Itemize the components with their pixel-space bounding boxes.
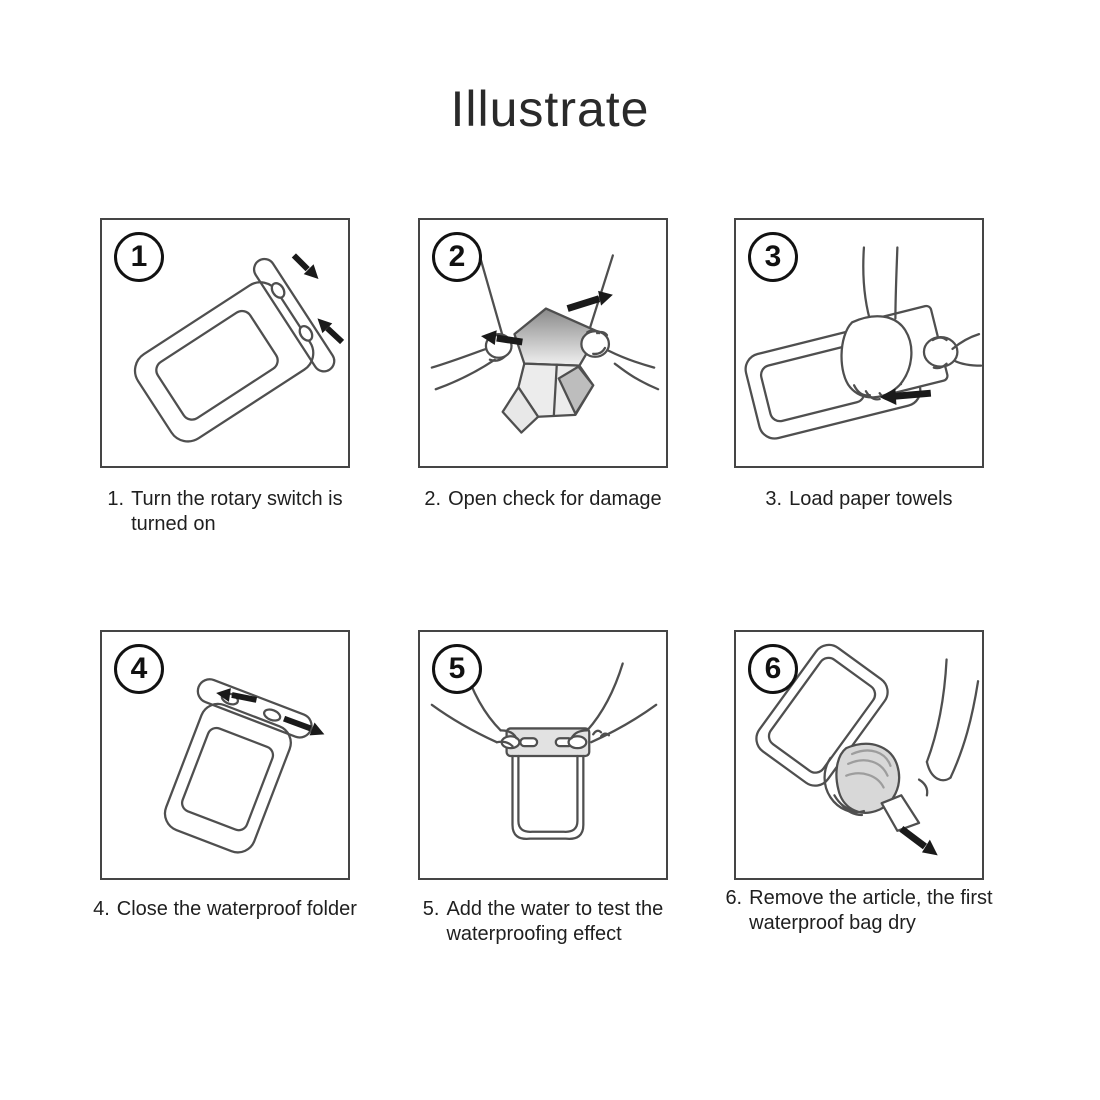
step-4-panel [100,630,350,880]
step-5-caption: 5. Add the water to test the waterproofing effect [422,898,664,945]
step-3-caption-number: 3. [765,488,783,510]
step-6-caption-number: 6. [725,887,743,909]
step-2-number-badge: 2 [432,232,482,282]
step-1-caption: 1. Turn the rotary switch is turned on [107,488,343,535]
step-3-number-badge: 3 [748,232,798,282]
step-1-caption-number: 1. [107,488,125,510]
pull-out-arrow-icon [901,829,937,856]
step-6-caption: 6. Remove the article, the first waterproof bag dry [725,887,993,934]
step-2-caption: 2. Open check for damage [424,488,662,510]
waterproof-pouch-drawing [119,255,338,460]
page-title: Illustrate [450,81,650,137]
step-4-caption: 4. Close the waterproof folder [93,898,357,920]
step-6-panel [734,630,984,880]
step-3-caption: 3. Load paper towels [765,488,953,510]
step-4-caption-number: 4. [93,898,110,920]
step-2-caption-number: 2. [424,488,442,510]
step-1-panel [100,218,350,468]
step-4-number-badge: 4 [114,644,164,694]
step-1-number-badge: 1 [114,232,164,282]
step-2-panel [418,218,668,468]
step-3-panel [734,218,984,468]
upright-pouch-drawing [148,676,315,862]
step-5-number-badge: 5 [432,644,482,694]
step-5-panel [418,630,668,880]
step-6-number-badge: 6 [748,644,798,694]
step-5-caption-number: 5. [422,898,440,920]
